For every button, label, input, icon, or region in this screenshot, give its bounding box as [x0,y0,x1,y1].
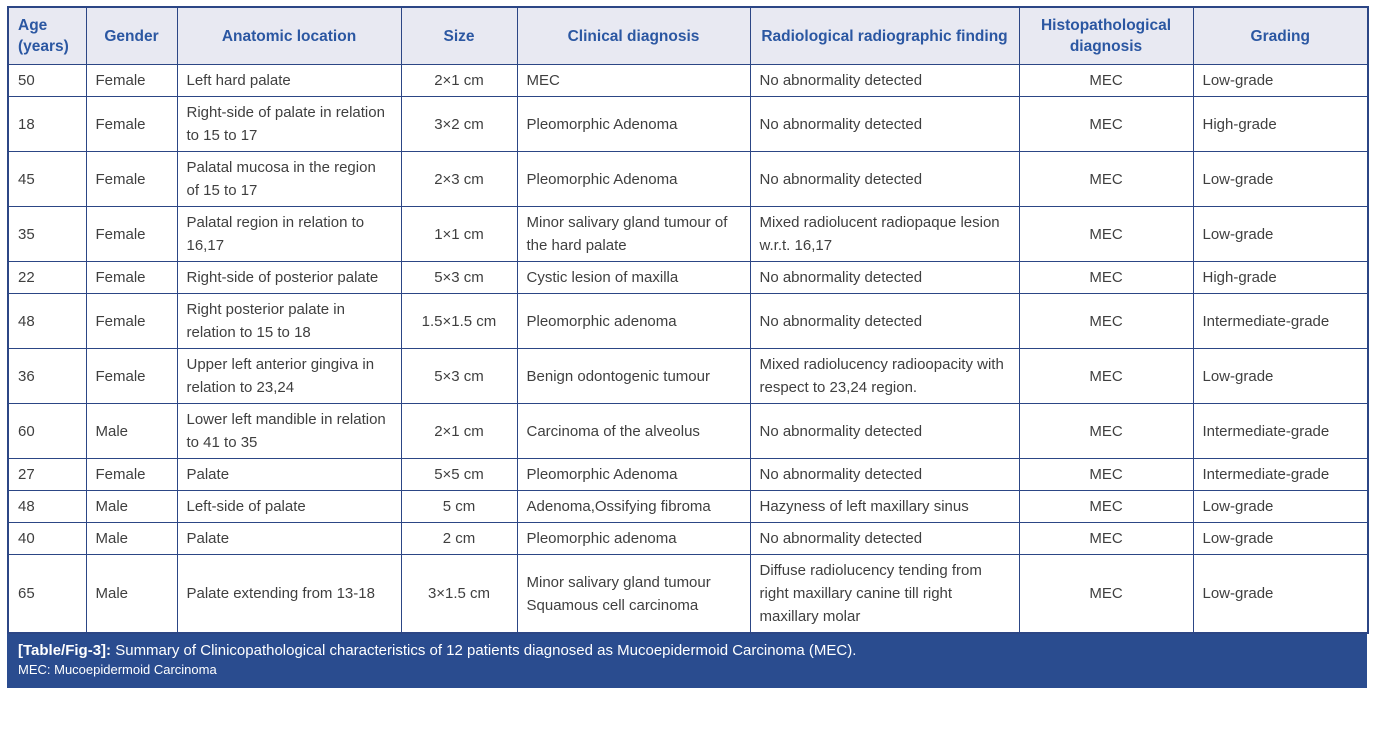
cell-grading: Low-grade [1193,349,1368,404]
cell-radiological-finding: No abnormality detected [750,404,1019,459]
cell-size: 5 cm [401,491,517,523]
cell-size: 5×5 cm [401,459,517,491]
cell-clinical-diagnosis: Carcinoma of the alveolus [517,404,750,459]
cell-grading: Intermediate-grade [1193,294,1368,349]
table-row [8,97,1368,152]
abbreviation-note: MEC: Mucoepidermoid Carcinoma [18,662,217,677]
column-header-clinical-diagnosis: Clinical diagnosis [517,7,750,65]
cell-age: 48 [8,294,86,349]
cell-anatomic-location: Left hard palate [177,65,401,97]
cell-age: 48 [8,491,86,523]
cell-radiological-finding: No abnormality detected [750,97,1019,152]
table-row [8,459,1368,491]
figure-label: [Table/Fig-3]: [18,642,112,659]
column-header-anatomic-location: Anatomic location [177,7,401,65]
cell-gender: Female [86,152,177,207]
cell-age: 40 [8,523,86,555]
cell-anatomic-location: Palatal mucosa in the region of 15 to 17 [177,152,401,207]
cell-gender: Female [86,207,177,262]
cell-gender: Male [86,523,177,555]
cell-gender: Male [86,404,177,459]
caption-text: Summary of Clinicopathological characteristics of 12 patients diagnosed as Mucoepidermoid Carcinoma (MEC). [115,642,857,659]
cell-size: 3×1.5 cm [401,555,517,634]
cell-size: 2 cm [401,523,517,555]
cell-size: 2×1 cm [401,404,517,459]
cell-anatomic-location: Right-side of palate in relation to 15 to 17 [177,97,401,152]
cell-radiological-finding: No abnormality detected [750,523,1019,555]
cell-gender: Female [86,65,177,97]
cell-radiological-finding: No abnormality detected [750,152,1019,207]
cell-histopathological-diagnosis: MEC [1019,523,1193,555]
cell-grading: High-grade [1193,262,1368,294]
cell-gender: Female [86,262,177,294]
column-header-grading: Grading [1193,7,1368,65]
cell-radiological-finding: Diffuse radiolucency tending from right maxillary canine till right maxillary molar [750,555,1019,634]
cell-grading: Intermediate-grade [1193,404,1368,459]
cell-histopathological-diagnosis: MEC [1019,555,1193,634]
cell-grading: Low-grade [1193,65,1368,97]
cell-histopathological-diagnosis: MEC [1019,491,1193,523]
cell-clinical-diagnosis: Pleomorphic Adenoma [517,152,750,207]
cell-clinical-diagnosis: Pleomorphic Adenoma [517,459,750,491]
cell-histopathological-diagnosis: MEC [1019,294,1193,349]
table-row [8,523,1368,555]
cell-clinical-diagnosis: Minor salivary gland tumour of the hard palate [517,207,750,262]
cell-radiological-finding: No abnormality detected [750,65,1019,97]
table-row [8,294,1368,349]
cell-radiological-finding: No abnormality detected [750,262,1019,294]
column-header-age: Age (years) [8,7,86,65]
cell-clinical-diagnosis: Pleomorphic adenoma [517,294,750,349]
cell-grading: Low-grade [1193,207,1368,262]
cell-gender: Female [86,459,177,491]
column-header-radiological-finding: Radiological radiographic finding [750,7,1019,65]
cell-histopathological-diagnosis: MEC [1019,262,1193,294]
cell-grading: Low-grade [1193,523,1368,555]
table-row [8,555,1368,634]
table-row [8,491,1368,523]
cell-anatomic-location: Palate extending from 13-18 [177,555,401,634]
cell-size: 5×3 cm [401,262,517,294]
cell-gender: Female [86,97,177,152]
column-header-gender: Gender [86,7,177,65]
cell-size: 5×3 cm [401,349,517,404]
table-body [8,65,1368,634]
table-row [8,152,1368,207]
clinicopathological-table [7,6,1369,634]
cell-gender: Male [86,491,177,523]
cell-grading: Low-grade [1193,152,1368,207]
caption-line [18,641,1356,661]
cell-radiological-finding: No abnormality detected [750,294,1019,349]
cell-grading: Low-grade [1193,555,1368,634]
cell-age: 60 [8,404,86,459]
cell-anatomic-location: Palate [177,459,401,491]
column-header-size: Size [401,7,517,65]
cell-anatomic-location: Right posterior palate in relation to 15 to 18 [177,294,401,349]
cell-histopathological-diagnosis: MEC [1019,65,1193,97]
cell-age: 65 [8,555,86,634]
cell-clinical-diagnosis: Adenoma,Ossifying fibroma [517,491,750,523]
cell-anatomic-location: Right-side of posterior palate [177,262,401,294]
cell-gender: Female [86,349,177,404]
cell-anatomic-location: Palatal region in relation to 16,17 [177,207,401,262]
table-row [8,262,1368,294]
cell-radiological-finding: Hazyness of left maxillary sinus [750,491,1019,523]
table-row [8,65,1368,97]
cell-clinical-diagnosis: Pleomorphic adenoma [517,523,750,555]
cell-histopathological-diagnosis: MEC [1019,207,1193,262]
cell-size: 2×1 cm [401,65,517,97]
cell-radiological-finding: Mixed radiolucency radioopacity with respect to 23,24 region. [750,349,1019,404]
cell-size: 2×3 cm [401,152,517,207]
cell-clinical-diagnosis: Minor salivary gland tumour Squamous cell carcinoma [517,555,750,634]
cell-age: 36 [8,349,86,404]
cell-histopathological-diagnosis: MEC [1019,404,1193,459]
table-caption [7,634,1367,688]
cell-grading: Low-grade [1193,491,1368,523]
cell-grading: Intermediate-grade [1193,459,1368,491]
cell-size: 3×2 cm [401,97,517,152]
cell-radiological-finding: Mixed radiolucent radiopaque lesion w.r.t. 16,17 [750,207,1019,262]
cell-clinical-diagnosis: Benign odontogenic tumour [517,349,750,404]
cell-age: 35 [8,207,86,262]
cell-histopathological-diagnosis: MEC [1019,97,1193,152]
cell-histopathological-diagnosis: MEC [1019,152,1193,207]
cell-anatomic-location: Palate [177,523,401,555]
cell-clinical-diagnosis: Cystic lesion of maxilla [517,262,750,294]
cell-clinical-diagnosis: Pleomorphic Adenoma [517,97,750,152]
cell-age: 18 [8,97,86,152]
cell-anatomic-location: Lower left mandible in relation to 41 to 35 [177,404,401,459]
cell-age: 50 [8,65,86,97]
header-row [8,7,1368,65]
cell-age: 45 [8,152,86,207]
cell-anatomic-location: Upper left anterior gingiva in relation to 23,24 [177,349,401,404]
cell-age: 22 [8,262,86,294]
table-header [8,7,1368,65]
table-row [8,404,1368,459]
cell-gender: Female [86,294,177,349]
table-row [8,207,1368,262]
cell-size: 1×1 cm [401,207,517,262]
cell-histopathological-diagnosis: MEC [1019,459,1193,491]
cell-histopathological-diagnosis: MEC [1019,349,1193,404]
cell-age: 27 [8,459,86,491]
table-row [8,349,1368,404]
cell-clinical-diagnosis: MEC [517,65,750,97]
cell-anatomic-location: Left-side of palate [177,491,401,523]
cell-grading: High-grade [1193,97,1368,152]
cell-radiological-finding: No abnormality detected [750,459,1019,491]
cell-gender: Male [86,555,177,634]
column-header-histopathological-diagnosis: Histopathological diagnosis [1019,7,1193,65]
cell-size: 1.5×1.5 cm [401,294,517,349]
